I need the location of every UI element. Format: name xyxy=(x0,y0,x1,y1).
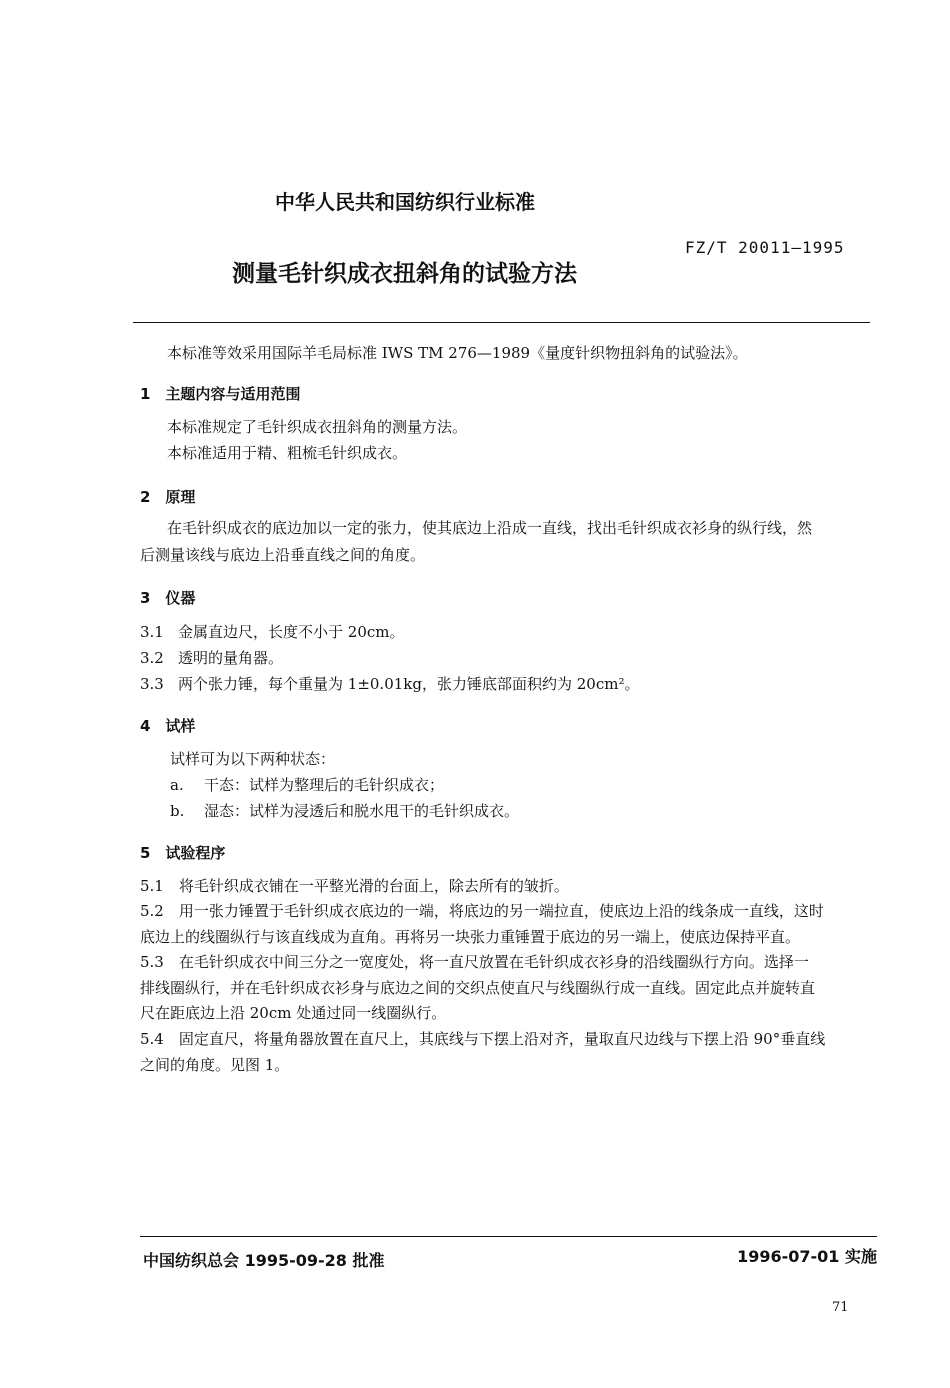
standard-code: FZ/T 20011—1995 xyxy=(685,238,845,257)
section-5-2-line: 底边上的线圈纵行与该直线成为直角。再将另一块张力重锤置于底边的另一端上，使底边保持平直。 xyxy=(140,928,801,946)
section-5-4-line: 5.4 固定直尺，将量角器放置在直尺上，其底线与下摆上沿对齐，量取直尺边线与下摆上沿 90°垂直线 xyxy=(140,1030,826,1048)
section-3-heading: 3 仪器 xyxy=(140,589,196,607)
section-2-heading: 2 原理 xyxy=(140,488,196,506)
section-1-line: 本标准适用于精、粗梳毛针织成衣。 xyxy=(167,444,408,462)
section-1-heading: 1 主题内容与适用范围 xyxy=(140,385,301,403)
section-3-item xyxy=(140,677,639,692)
bottom-rule xyxy=(140,1236,877,1237)
intro-text: 本标准等效采用国际羊毛局标准 IWS TM 276—1989《量度针织物扭斜角的试验法》。 xyxy=(167,344,748,362)
approval-text: 中国纺织总会 1995-09-28 批准 xyxy=(143,1251,385,1270)
item-number: 3.2 xyxy=(140,649,164,667)
page-number: 71 xyxy=(832,1300,849,1315)
item-text: 干态：试样为整理后的毛针织成衣； xyxy=(204,776,445,794)
item-number: 3.1 xyxy=(140,623,164,641)
item-number: b. xyxy=(170,802,185,820)
section-5-heading: 5 试验程序 xyxy=(140,844,226,862)
section-5-4-line: 之间的角度。见图 1。 xyxy=(140,1056,290,1074)
section-5-1-line: 5.1 将毛针织成衣铺在一平整光滑的台面上，除去所有的皱折。 xyxy=(140,877,569,895)
top-rule xyxy=(133,322,870,323)
section-3-item xyxy=(140,625,404,640)
effective-text: 1996-07-01 实施 xyxy=(737,1247,877,1266)
item-text: 透明的量角器。 xyxy=(178,649,284,667)
section-4-item xyxy=(170,804,519,819)
section-4-item xyxy=(170,778,444,793)
item-text: 湿态：试样为浸透后和脱水甩干的毛针织成衣。 xyxy=(204,802,520,820)
section-5-3-line: 排线圈纵行，并在毛针织成衣衫身与底边之间的交织点使直尺与线圈纵行成一直线。固定此点并旋转直 xyxy=(140,979,816,997)
item-number: 3.3 xyxy=(140,675,164,693)
section-3-item xyxy=(140,651,283,666)
section-2-line: 后测量该线与底边上沿垂直线之间的角度。 xyxy=(140,546,426,564)
section-5-3-line: 尺在距底边上沿 20cm 处通过同一线圈纵行。 xyxy=(140,1004,447,1022)
section-2-line: 在毛针织成衣的底边加以一定的张力，使其底边上沿成一直线，找出毛针织成衣衫身的纵行线，然 xyxy=(167,519,813,537)
item-number: a. xyxy=(170,776,184,794)
doc-title: 测量毛针织成衣扭斜角的试验方法 xyxy=(232,261,577,287)
org-title: 中华人民共和国纺织行业标准 xyxy=(275,190,535,214)
item-text: 两个张力锤，每个重量为 1±0.01kg，张力锤底部面积约为 20cm²。 xyxy=(178,675,640,693)
section-4-lead: 试样可为以下两种状态： xyxy=(170,750,336,768)
section-5-2-line: 5.2 用一张力锤置于毛针织成衣底边的一端，将底边的另一端拉直，使底边上沿的线条成一直线，这时 xyxy=(140,902,824,920)
item-text: 金属直边尺，长度不小于 20cm。 xyxy=(178,623,405,641)
section-5-3-line: 5.3 在毛针织成衣中间三分之一宽度处，将一直尺放置在毛针织成衣衫身的沿线圈纵行方向。选择一 xyxy=(140,953,809,971)
section-1-line: 本标准规定了毛针织成衣扭斜角的测量方法。 xyxy=(167,418,468,436)
section-4-heading: 4 试样 xyxy=(140,717,196,735)
